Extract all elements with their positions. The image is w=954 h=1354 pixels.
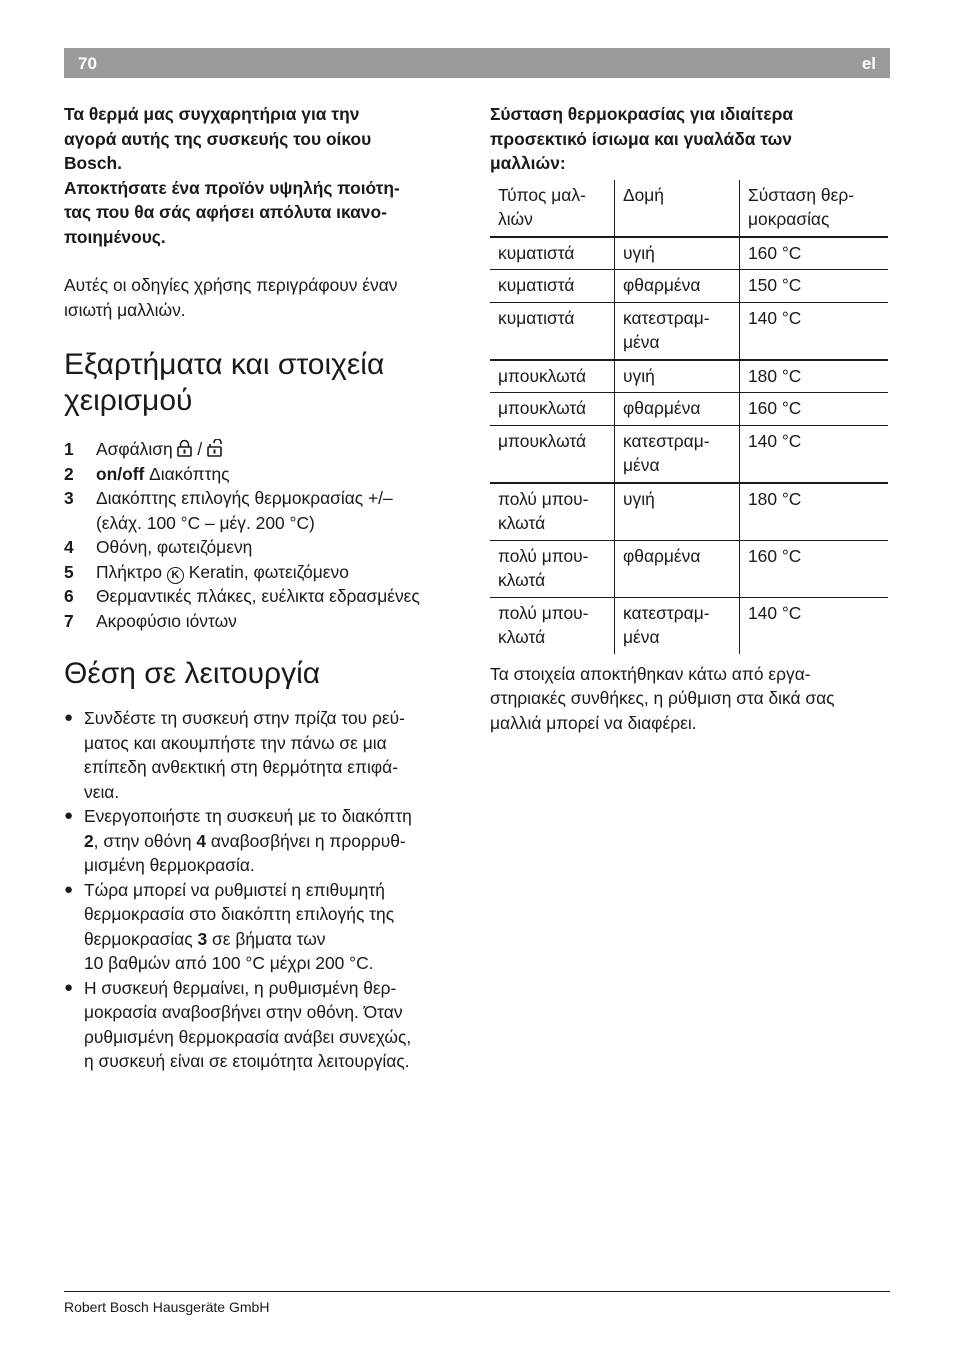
bullet-text: Συνδέστε τη συσκευή στην πρίζα του ρεύ- ματος και ακουμπήστε την πάνω σε μια επίπεδη ανθεκτική στη θερμότητα επιφά- νεια. (84, 708, 405, 802)
table-row (490, 483, 888, 541)
item-text: Οθόνη, φωτειζόμενη (96, 537, 253, 557)
item-number: 1 (64, 439, 74, 459)
bullet: ● (64, 709, 74, 726)
item-number: 6 (64, 586, 74, 606)
lock-separator: / (197, 439, 203, 459)
list-item (64, 437, 466, 462)
table-cell: κυματιστά (490, 270, 615, 303)
table-row (490, 270, 888, 303)
bullet: ● (64, 807, 74, 824)
table-cell: 160 °C (740, 237, 889, 270)
table-cell: κυματιστά (490, 237, 615, 270)
table-cell: πολύ μπου- κλωτά (490, 483, 615, 541)
list-item (64, 609, 466, 634)
list-item (64, 976, 466, 1074)
intro-quality: Αποκτήσατε ένα προϊόν υψηλής ποιότη- τας που θα σάς αφήσει απόλυτα ικανο- ποιημένους. (64, 177, 400, 247)
table-header-cell: Δομή (615, 180, 740, 237)
item-text: Διακόπτης (149, 463, 230, 484)
table-cell: 160 °C (740, 393, 889, 426)
table-cell: πολύ μπου- κλωτά (490, 540, 615, 597)
table-cell: κυματιστά (490, 302, 615, 360)
item-text: Πλήκτρο (96, 561, 163, 582)
table-header-row (490, 180, 888, 237)
list-item (64, 535, 466, 560)
bullet: ● (64, 880, 74, 898)
table-cell: υγιή (615, 360, 740, 393)
table-row (490, 597, 888, 654)
left-column (64, 102, 466, 1074)
table-cell: υγιή (615, 483, 740, 541)
bullet-text: Τώρα μπορεί να ρυθμιστεί η επιθυμητή θερμοκρασία στο διακόπτη επιλογής της θερμοκρασίας 3 σε βήματα των 10 βαθμών από 100 °C μέχρι 200 °C. (84, 879, 395, 973)
table-cell: 140 °C (740, 302, 889, 360)
table-note: Τα στοιχεία αποκτήθηκαν κάτω από εργα- στηριακές συνθήκες, η ρύθμιση στα δικά σας μαλλιά μπορεί να διαφέρει. (490, 663, 835, 733)
table-cell: υγιή (615, 237, 740, 270)
table-cell: 150 °C (740, 270, 889, 303)
item-number: 2 (64, 463, 74, 484)
table-row (490, 302, 888, 360)
list-item (64, 584, 466, 609)
list-item (64, 462, 466, 487)
table-cell: 140 °C (740, 597, 889, 654)
table-row (490, 540, 888, 597)
intro-congrats: Τα θερμά μας συγχαρητήρια για την αγορά αυτής της συσκευής του οίκου Bosch. (64, 104, 372, 173)
table-cell: 180 °C (740, 483, 889, 541)
table-header-cell: Τύπος μαλ- λιών (490, 180, 615, 237)
table-cell: φθαρμένα (615, 393, 740, 426)
item-text: Θερμαντικές πλάκες, ευέλικτα εδρασμένες (96, 586, 420, 606)
list-item (64, 706, 466, 804)
item-bold-text: on/off (96, 463, 145, 484)
table-cell: 160 °C (740, 540, 889, 597)
list-item (64, 878, 466, 976)
table-cell: φθαρμένα (615, 270, 740, 303)
keratin-icon: K (167, 567, 184, 584)
table-cell: 140 °C (740, 425, 889, 483)
temperature-table (490, 180, 888, 654)
page-header-bar (64, 48, 890, 78)
footer-company: Robert Bosch Hausgeräte GmbH (64, 1299, 270, 1315)
footer-divider (64, 1291, 890, 1292)
right-column (490, 102, 890, 735)
table-cell: κατεστραμ- μένα (615, 597, 740, 654)
table-cell: μπουκλωτά (490, 360, 615, 393)
language-code: el (861, 54, 876, 73)
lock-closed-icon (177, 439, 192, 457)
table-cell: κατεστραμ- μένα (615, 425, 740, 483)
table-cell: πολύ μπου- κλωτά (498, 602, 589, 647)
item-text: Keratin, φωτειζόμενο (188, 561, 349, 582)
table-row (490, 425, 888, 483)
item-number: 5 (64, 561, 74, 582)
list-item (64, 560, 466, 585)
page-number: 70 (78, 54, 97, 73)
operation-steps (64, 706, 466, 1074)
operation-section-title: Θέση σε λειτουργία (64, 657, 321, 690)
lock-open-icon (207, 439, 222, 457)
table-row (490, 360, 888, 393)
item-number: 4 (64, 537, 74, 557)
parts-section-title: Εξαρτήματα και στοιχεία χειρισμού (64, 348, 385, 417)
list-item (64, 804, 466, 878)
parts-list (64, 437, 466, 633)
table-row (490, 237, 888, 270)
table-header-cell: Σύσταση θερ- μοκρασίας (740, 180, 889, 237)
table-cell: μπουκλωτά (490, 425, 615, 483)
bullet-text: Ενεργοποιήστε τη συσκευή με το διακόπτη 2, στην οθόνη 4 αναβοσβήνει η προρρυθ- μισμένη θερμοκρασία. (84, 806, 412, 875)
table-cell: φθαρμένα (615, 540, 740, 597)
table-cell: 180 °C (740, 360, 889, 393)
table-cell: μπουκλωτά (490, 393, 615, 426)
recommendation-heading: Σύσταση θερμοκρασίας για ιδιαίτερα προσεκτικό ίσιωμα και γυαλάδα των μαλλιών: (490, 104, 794, 173)
intro-description: Αυτές οι οδηγίες χρήσης περιγράφουν έναν ισιωτή μαλλιών. (64, 275, 398, 320)
item-number: 7 (64, 610, 74, 631)
list-item (64, 486, 466, 535)
table-cell: κατεστραμ- μένα (615, 302, 740, 360)
table-row (490, 393, 888, 426)
item-text: Ακροφύσιο ιόντων (96, 610, 237, 631)
item-text: Διακόπτης επιλογής θερμοκρασίας +/– (ελάχ. 100 °C – μέγ. 200 °C) (96, 488, 393, 533)
item-text: Ασφάλιση (96, 439, 173, 459)
bullet-text: Η συσκευή θερμαίνει, η ρυθμισμένη θερ- μοκρασία αναβοσβήνει στην οθόνη. Όταν ρυθμισμένη θερμοκρασία ανάβει συνεχώς, η συσκευή είναι σε ετοιμότητα λειτουργίας. (84, 977, 412, 1071)
bullet: ● (64, 978, 74, 996)
item-number: 3 (64, 488, 74, 508)
